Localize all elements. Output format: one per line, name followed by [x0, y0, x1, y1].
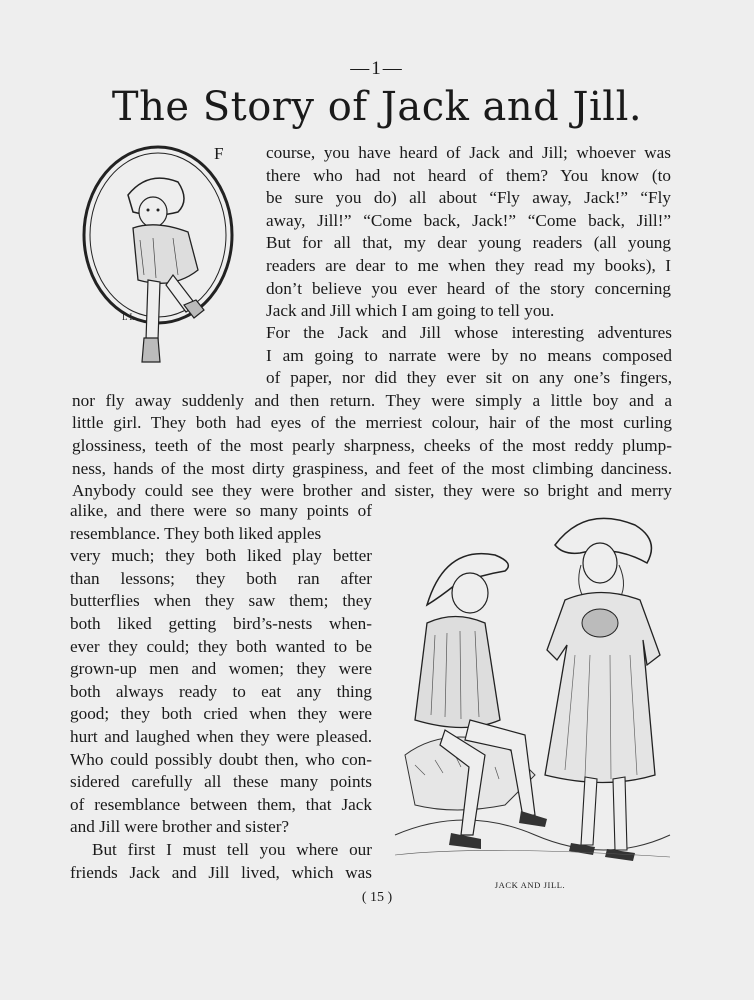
text-line: and Jill were brother and sister? [70, 817, 290, 837]
text-line: I am going to narrate were by no means composed [266, 345, 672, 365]
paragraph-2 [72, 322, 672, 503]
jack-and-jill-illustration [385, 505, 675, 875]
text-line: But first I must tell you where our [92, 839, 372, 859]
text-line: be sure you do) all about “Fly away, Jack!” “Fly [266, 188, 671, 208]
text-line: readers are dear to me when they read my books), I [266, 255, 671, 275]
text-line: of resemblance between them, that Jack [70, 794, 372, 814]
text-line: ever they could; they both wanted to be [70, 636, 372, 656]
paragraph-3 [70, 500, 372, 884]
page-title: The Story of Jack and Jill. [111, 84, 643, 130]
text-line: of paper, nor did they ever sit on any one’s fingers, [266, 368, 672, 388]
text-line: both always ready to eat any thing [70, 681, 372, 701]
text-line: For the Jack and Jill whose interesting adventures [266, 323, 672, 342]
text-line: don’t believe you ever heard of the story concerning [266, 278, 671, 298]
text-line: very much; they both liked play better [70, 546, 372, 566]
text-line: resemblance. They both liked apples [70, 523, 322, 543]
text-line: away, Jill!” “Come back, Jack!” “Come back, Jill!” [266, 210, 671, 230]
text-line: alike, and there were so many points of [70, 501, 372, 520]
text-line: glossiness, teeth of the most pearly sharpness, cheeks of the most reddy plump- [72, 435, 672, 455]
svg-text:L L: L L [122, 312, 135, 322]
chapter-number: —1— [350, 58, 404, 79]
paragraph-1 [266, 142, 671, 323]
figure-caption: JACK AND JILL. [494, 880, 566, 890]
page-number: ( 15 ) [361, 890, 393, 905]
text-line: sidered carefully all these many points [70, 772, 372, 792]
text-line: hurt and laughed when they were pleased. [70, 726, 372, 746]
text-line: than lessons; they both ran after [70, 568, 372, 588]
text-line: ness, hands of the most dirty graspiness, and feet of the most climbing danciness. [72, 458, 672, 478]
text-line: both liked getting bird’s-nests when- [70, 613, 372, 633]
text-line: nor fly away suddenly and then return. They were simply a little boy and a [72, 390, 672, 410]
text-line: there who had not heard of them? You know (to [266, 165, 671, 185]
text-line: Anybody could see they were brother and sister, they were so bright and merry [72, 481, 672, 501]
text-line: friends Jack and Jill lived, which was [70, 862, 372, 882]
drop-cap: F [214, 144, 224, 163]
text-line: butterflies when they saw them; they [70, 591, 372, 611]
text-line: grown-up men and women; they were [70, 659, 372, 679]
text-line: Who could possibly doubt then, who con- [70, 749, 372, 769]
text-line: course, you have heard of Jack and Jill; whoever was [266, 143, 671, 162]
text-line: good; they both cried when they were [70, 704, 372, 724]
text-line: little girl. They both had eyes of the merriest colour, hair of the most curling [72, 413, 672, 433]
text-line: But for all that, my dear young readers (all young [266, 233, 671, 253]
text-line: Jack and Jill which I am going to tell you. [266, 301, 555, 321]
